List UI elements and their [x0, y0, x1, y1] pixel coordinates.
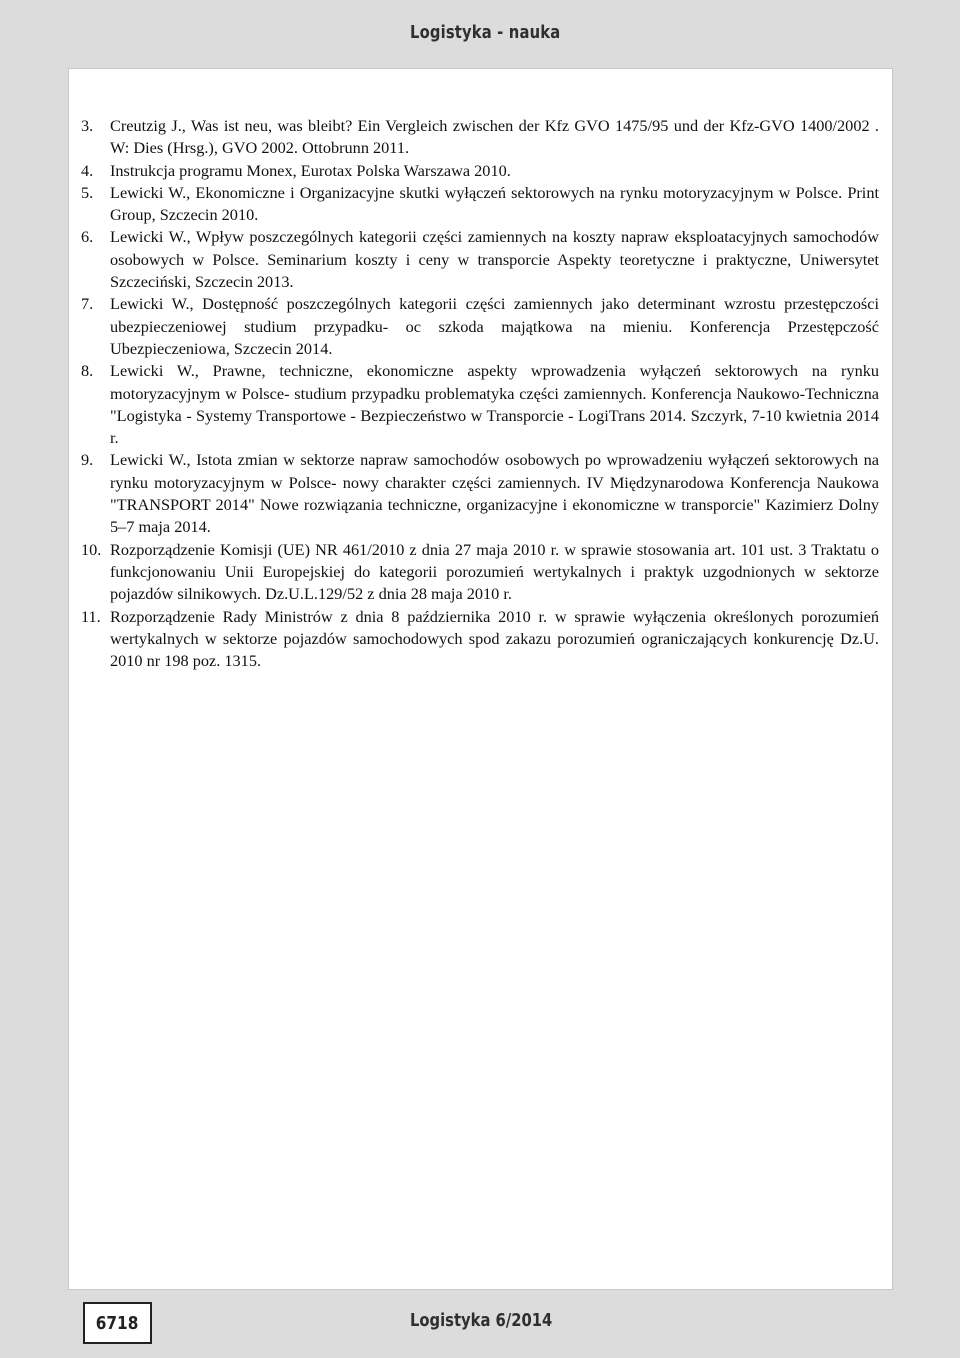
page-number: 6718 [96, 1312, 139, 1334]
reference-number: 4. [81, 160, 94, 180]
reference-item [69, 226, 892, 293]
reference-text: Rozporządzenie Rady Ministrów z dnia 8 października 2010 r. w sprawie wyłączenia określonych porozumień wertykalnych w sektorze pojazdów samochodowych spod zakazu porozumień ograniczających konkurencję Dz.U. 2010 nr 198 poz. 1315. [110, 606, 879, 671]
reference-text: Lewicki W., Ekonomiczne i Organizacyjne skutki wyłączeń sektorowych na rynku motoryzacyjnym w Polsce. Print Group, Szczecin 2010. [110, 182, 879, 225]
reference-number: 9. [81, 450, 94, 470]
reference-list [69, 115, 892, 672]
running-header-title: Logistyka - nauka [410, 22, 561, 43]
reference-item [69, 360, 892, 449]
reference-number: 7. [81, 294, 94, 314]
reference-number: 11. [81, 606, 101, 626]
reference-number: 8. [81, 361, 94, 381]
journal-footer: Logistyka 6/2014 [410, 1310, 553, 1331]
reference-text: Lewicki W., Wpływ poszczególnych kategorii części zamiennych na koszty napraw eksploatacyjnych samochodów osobowych w Polsce. Seminarium koszty i ceny w transporcie Aspekty teoretyczne i praktyczne, Uniwersytet Szczeciński, Szczecin 2013. [110, 227, 879, 292]
reference-text: Rozporządzenie Komisji (UE) NR 461/2010 z dnia 27 maja 2010 r. w sprawie stosowania art. 101 ust. 3 Traktatu o funkcjonowaniu Unii Europejskiej do kategorii porozumień wertykalnych i praktyk uzgodnionych w sektorze pojazdów silnikowych. Dz.U.L.129/52 z dnia 28 maja 2010 r. [110, 539, 879, 604]
reference-text: Lewicki W., Istota zmian w sektorze napraw samochodów osobowych po wprowadzeniu wyłączeń sektorowych na rynku motoryzacyjnym w Polsce- nowy charakter części zamiennych. IV Międzynarodowa Konferencja Naukowa "TRANSPORT 2014" Nowe rozwiązania techniczne, organizacyjne i ekonomiczne w transporcie" Kazimierz Dolny 5–7 maja 2014. [110, 450, 879, 537]
reference-number: 10. [81, 539, 102, 559]
reference-item [69, 115, 892, 160]
reference-item [69, 539, 892, 606]
reference-text: Lewicki W., Prawne, techniczne, ekonomiczne aspekty wprowadzenia wyłączeń sektorowych na rynku motoryzacyjnym w Polsce- studium przypadku problematyka części zamiennych. Konferencja Naukowo-Techniczna "Logistyka - Systemy Transportowe - Bezpieczeństwo w Transporcie - LogiTrans 2014. Szczyrk, 7-10 kwietnia 2014 r. [110, 361, 879, 448]
reference-number: 5. [81, 182, 94, 202]
reference-item [69, 293, 892, 360]
reference-text: Instrukcja programu Monex, Eurotax Polska Warszawa 2010. [110, 160, 511, 180]
reference-item [69, 182, 892, 227]
page-number-box [83, 1302, 152, 1344]
reference-item [69, 160, 892, 182]
reference-text: Lewicki W., Dostępność poszczególnych kategorii części zamiennych jako determinant wzrostu przestępczości ubezpieczeniowej studium przypadku- oc szkoda majątkowa na mieniu. Konferencja Przestępczość Ubezpieczeniowa, Szczecin 2014. [110, 294, 879, 358]
reference-item [69, 606, 892, 673]
page-content [68, 68, 893, 1290]
reference-number: 3. [81, 116, 94, 135]
reference-number: 6. [81, 227, 94, 247]
reference-text: Creutzig J., Was ist neu, was bleibt? Ein Vergleich zwischen der Kfz GVO 1475/95 und der Kfz-GVO 1400/2002 . W: Dies (Hrsg.), GVO 2002. Ottobrunn 2011. [110, 116, 879, 158]
reference-item [69, 449, 892, 538]
